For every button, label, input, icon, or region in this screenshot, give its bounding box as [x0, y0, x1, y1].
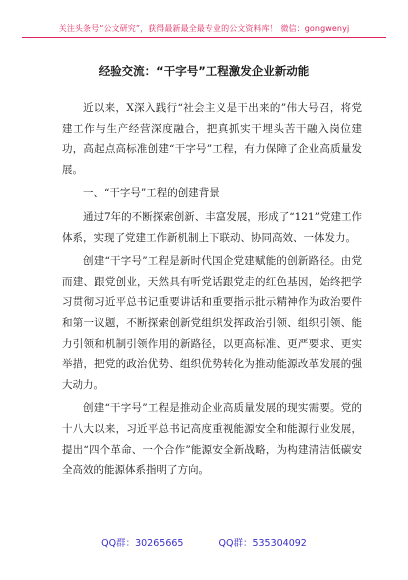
body-paragraph: 创建“干字号”工程是新时代国企党建赋能的创新路径。由党而建、跟党创业，天然具有听党话跟党走的红色基因，始终把学习贯彻习近平总书记重要讲话和重要指示批示精神作为政治要件和第一议题，不断探索创新党组织发挥政治引领、组织引领、能力引领和机制引领作用的新路径，以更高标准、更严要求、更实举措，把党的政治优势、组织优势转化为推动能源改革发展的强大动力。 — [62, 255, 362, 391]
header-divider — [22, 37, 386, 38]
section-heading: 一、“干字号”工程的创建背景 — [83, 187, 220, 200]
body-paragraph: 创建“干字号”工程是推动企业高质量发展的现实需要。党的十八大以来，习近平总书记高度重视能源安全和能源行业发展，提出“四个革命、一个合作”能源安全新战略，为构建清洁低碳安全高效的能源体系指明了方向。 — [62, 402, 362, 477]
document-title: 经验交流：“干字号”工程激发企业新动能 — [98, 64, 310, 78]
qq-group-2: QQ群：535304092 — [218, 538, 307, 549]
document-body — [62, 98, 362, 484]
body-paragraph: 通过7年的不断探索创新、丰富发展，形成了“121”党建工作体系，实现了党建工作新机制上下联动、协同高效、一体发力。 — [62, 210, 362, 244]
page-footer — [0, 535, 408, 549]
intro-paragraph: 近以来，X深入践行“社会主义是干出来的”伟大号召，将党建工作与生产经营深度融合，把真抓实干埋头苦干融入岗位建功，高起点高标准创建“干字号”工程，有力保障了企业高质量发展。 — [62, 102, 362, 176]
qq-group-1: QQ群：30265665 — [101, 538, 184, 549]
promo-header: 关注头条号“公文研究”，获得最新最全最专业的公文资料库！ 微信：gongwenyj — [58, 24, 350, 33]
